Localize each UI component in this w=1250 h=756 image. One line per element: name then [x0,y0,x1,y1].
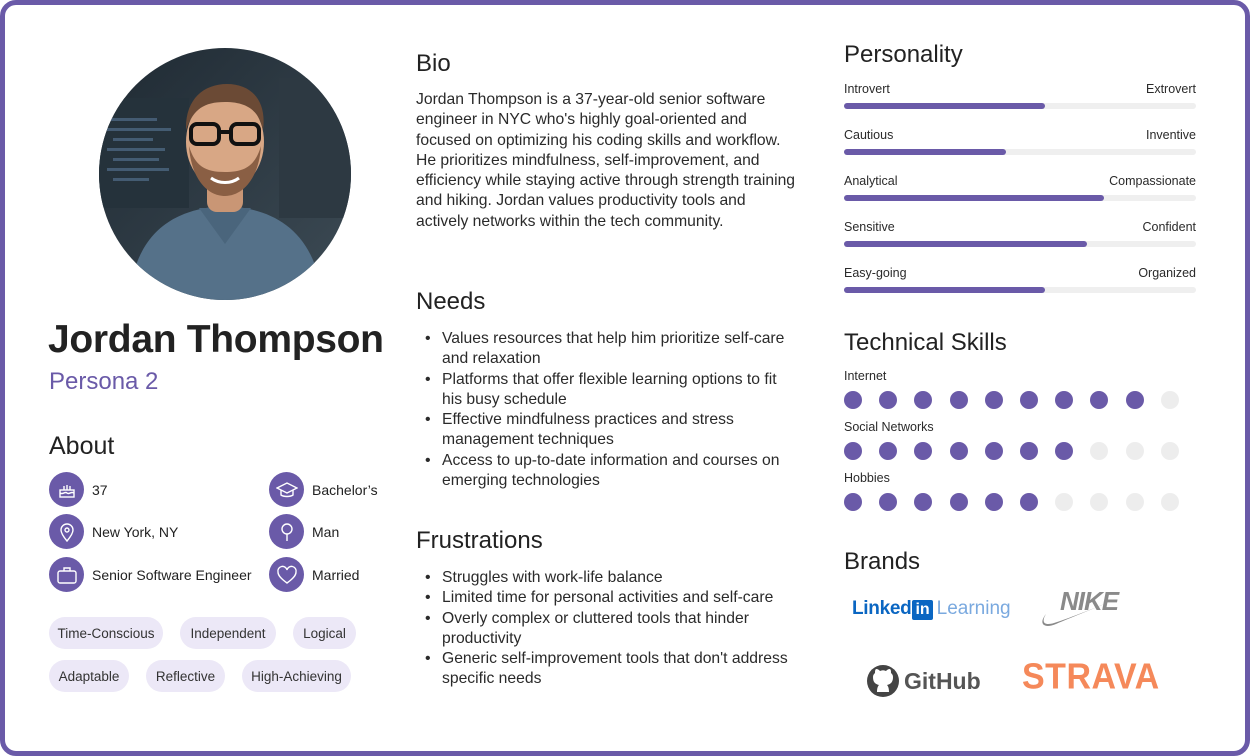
trait-fill [844,103,1045,109]
skill-dot [1126,442,1144,460]
trait-track [844,241,1196,247]
personality-trait [844,220,1196,247]
skill-dot [1090,493,1108,511]
trait-tag: Logical [293,617,356,649]
trait-track [844,149,1196,155]
profile-photo [99,48,351,300]
strava-logo: STRAVA [1022,657,1160,697]
location-pin-icon [49,514,84,549]
skill-dot [844,391,862,409]
trait-fill [844,195,1104,201]
persona-name: Jordan Thompson [48,318,384,361]
list-item: • Effective mindfulness practices and stress management techniques [420,410,800,451]
personality-heading: Personality [844,41,963,68]
skill-dot [1090,442,1108,460]
trait-right-label: Confident [1142,220,1196,234]
skill-dot [914,442,932,460]
bio-text: Jordan Thompson is a 37-year-old senior software engineer in NYC who's highly goal-oriented and focused on optimizing his coding skills and workflow. He prioritizes mindfulness, self-improvement, and efficiency while staying active through strength training and hiking. Jordan values productivity tools and actively networks within the tech community. [416,91,796,230]
skill-dot [1161,493,1179,511]
personality-trait [844,266,1196,293]
skill-dot [879,442,897,460]
about-marital-value: Married [312,566,360,583]
technical-skills-heading: Technical Skills [844,329,1007,356]
frustrations-heading: Frustrations [416,527,543,554]
skill-dot [1020,391,1038,409]
skill-dot [985,391,1003,409]
about-gender-value: Man [312,523,340,540]
about-education [269,472,378,507]
trait-left-label: Analytical [844,174,898,188]
skill-dot [1126,391,1144,409]
personality-trait [844,174,1196,201]
trait-left-label: Cautious [844,128,894,142]
about-marital [269,557,359,592]
trait-right-label: Extrovert [1145,82,1196,96]
needs-heading: Needs [416,288,486,315]
trait-track [844,103,1196,109]
trait-left-label: Introvert [844,82,890,96]
skill-dot [1090,391,1108,409]
skill-rating [844,391,1184,409]
skill-dot [844,442,862,460]
list-item: • Values resources that help him prioritize self-care and relaxation [420,329,800,370]
trait-left-label: Easy-going [844,266,907,280]
github-logo: GitHub [866,664,981,698]
about-age [49,472,108,507]
about-location [49,514,178,549]
about-heading: About [49,432,115,460]
skill-dot [1055,391,1073,409]
skill-dot [879,391,897,409]
skill-label: Hobbies [844,471,890,485]
nike-logo: NIKE [1040,588,1130,634]
skill-dot [1161,391,1179,409]
skill-dot [1020,493,1038,511]
skill-rating [844,442,1184,460]
github-octocat-icon [866,664,900,698]
persona-subtitle: Persona 2 [49,368,159,395]
graduation-cap-icon [269,472,304,507]
trait-right-label: Inventive [1145,128,1196,142]
skill-dot [1055,442,1073,460]
trait-track [844,195,1196,201]
skill-dot [950,442,968,460]
skill-dot [879,493,897,511]
list-item: • Platforms that offer flexible learning options to fit his busy schedule [420,370,800,411]
trait-fill [844,149,1006,155]
skill-dot [914,391,932,409]
about-occupation [49,557,252,592]
skill-dot [950,493,968,511]
list-item: • Struggles with work-life balance [420,568,800,588]
skill-dot [1126,493,1144,511]
skill-dot [950,391,968,409]
brands-heading: Brands [844,548,921,575]
trait-tag: Reflective [146,660,225,692]
skill-dot [1020,442,1038,460]
personality-trait [844,128,1196,155]
skill-dot [985,442,1003,460]
list-item: • Overly complex or cluttered tools that hinder productivity [420,609,800,650]
about-gender [269,514,339,549]
skill-dot [914,493,932,511]
skill-dot [1055,493,1073,511]
trait-left-label: Sensitive [844,220,895,234]
skill-dot [1161,442,1179,460]
skill-label: Social Networks [844,420,934,434]
trait-tag: High-Achieving [242,660,351,692]
male-gender-icon [269,514,304,549]
skill-rating [844,493,1184,511]
trait-right-label: Compassionate [1109,174,1196,188]
trait-fill [844,241,1087,247]
list-item: • Access to up-to-date information and courses on emerging technologies [420,451,800,492]
trait-fill [844,287,1045,293]
briefcase-icon [49,557,84,592]
list-item: • Limited time for personal activities and self-care [420,588,800,608]
linkedin-learning-logo: Linked in Learning [852,598,1011,619]
about-location-value: New York, NY [92,523,179,540]
about-age-value: 37 [92,481,108,498]
trait-track [844,287,1196,293]
skill-dot [844,493,862,511]
trait-tag: Time-Conscious [49,617,163,649]
bio-heading: Bio [416,50,451,77]
about-education-value: Bachelor’s [312,481,378,498]
trait-tag: Independent [180,617,276,649]
trait-right-label: Organized [1138,266,1196,280]
trait-tag: Adaptable [49,660,129,692]
cake-icon [49,472,84,507]
frustrations-list [420,568,800,690]
skill-label: Internet [844,369,887,383]
needs-list [420,329,800,491]
list-item: • Generic self-improvement tools that don't address specific needs [420,649,800,690]
about-occupation-value: Senior Software Engineer [92,566,252,583]
skill-dot [985,493,1003,511]
personality-trait [844,82,1196,109]
heart-icon [269,557,304,592]
